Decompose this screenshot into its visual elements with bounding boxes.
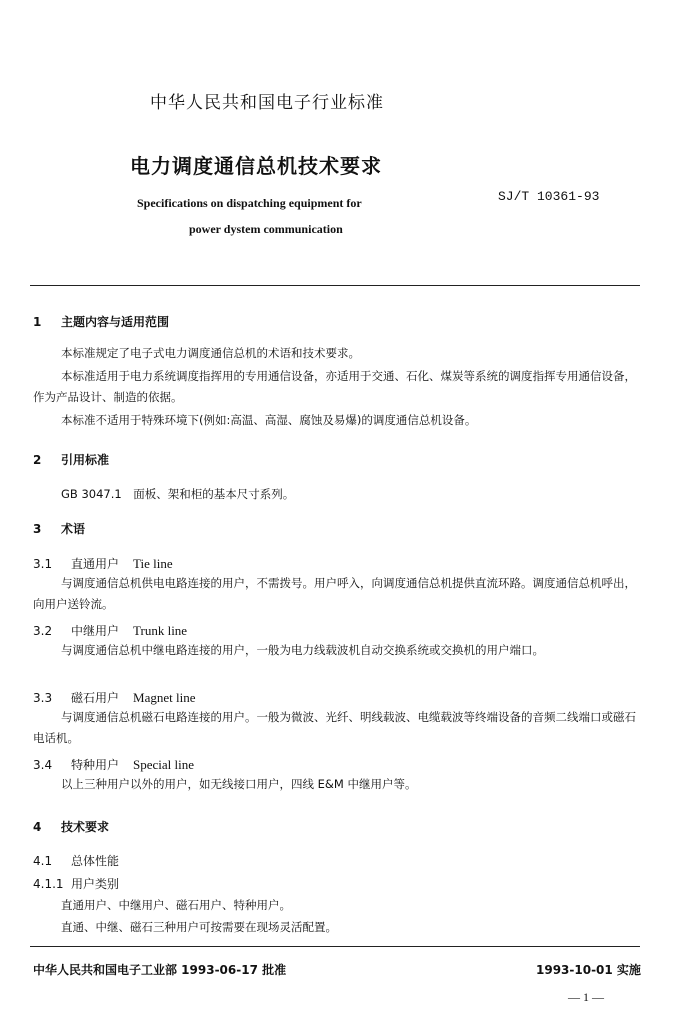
term-en: Special line: [133, 757, 195, 772]
section-1-paragraph-1: 本标准规定了电子式电力调度通信总机的术语和技术要求。: [61, 346, 360, 360]
section-2-heading: [33, 451, 109, 468]
term-3-4-definition: 以上三种用户以外的用户，如无线接口用户，四线 E&M 中继用户等。: [61, 777, 417, 791]
section-1-heading: [33, 313, 169, 330]
section-number: 1: [33, 315, 42, 329]
section-number: 4: [33, 820, 42, 834]
section-1-paragraph-2: 本标准适用于电力系统调度指挥用的专用通信设备，亦适用于交通、石化、煤炭等系统的调度指挥专用通信设备，作为产品设计、制造的依据。: [33, 369, 636, 404]
term-3-4-heading: [33, 756, 194, 773]
section-3-heading: [33, 520, 85, 537]
section-title: 引用标准: [61, 453, 110, 467]
section-1-paragraph-3: 本标准不适用于特殊环境下(例如:高温、高湿、腐蚀及易爆)的调度通信总机设备。: [61, 413, 477, 427]
footer-divider: [30, 946, 640, 947]
section-number: 2: [33, 453, 42, 467]
term-3-3-heading: [33, 689, 195, 706]
page-number: — 1 —: [568, 990, 604, 1004]
user-category-list: 直通用户、中继用户、磁石用户、特种用户。: [61, 898, 291, 912]
section-number: 3: [33, 522, 42, 536]
document-title-cn: 电力调度通信总机技术要求: [130, 154, 382, 178]
section-title: 术语: [61, 522, 86, 536]
header-divider: [30, 285, 640, 286]
subsection-title: 用户类别: [71, 877, 120, 891]
term-3-2-definition: 与调度通信总机中继电路连接的用户，一般为电力线载波机自动交换系统或交换机的用户端口。: [61, 643, 544, 657]
section-title: 主题内容与适用范围: [61, 315, 170, 329]
term-cn: 中继用户: [71, 624, 120, 638]
term-number: 3.4: [33, 758, 53, 772]
term-number: 3.2: [33, 624, 53, 638]
document-title-en-line1: Specifications on dispatching equipment for: [137, 196, 362, 210]
subsection-4-1-1-heading: [33, 875, 119, 892]
term-cn: 磁石用户: [71, 691, 120, 705]
subsection-title: 总体性能: [71, 854, 120, 868]
term-cn: 直通用户: [71, 557, 120, 571]
term-en: Tie line: [133, 556, 173, 571]
subsection-number: 4.1: [33, 854, 53, 868]
term-3-2-heading: [33, 622, 187, 639]
section-4-heading: [33, 818, 109, 835]
term-3-1-definition: 与调度通信总机供电电路连接的用户，不需拨号。用户呼入，向调度通信总机提供直流环路。调度通信总机呼出，向用户送铃流。: [33, 576, 636, 611]
term-3-1-heading: [33, 555, 173, 572]
standard-number: SJ/T 10361-93: [498, 189, 600, 204]
term-number: 3.3: [33, 691, 53, 705]
reference-standard-item: GB 3047.1 面板、架和柜的基本尺寸系列。: [61, 487, 295, 501]
issuing-organization: 中华人民共和国电子行业标准: [150, 93, 384, 113]
term-3-3-definition: 与调度通信总机磁石电路连接的用户。一般为微波、光纤、明线载波、电缆载波等终端设备的音频二线端口或磁石电话机。: [33, 710, 636, 745]
approval-statement: 中华人民共和国电子工业部 1993-06-17 批准: [33, 963, 287, 977]
term-en: Trunk line: [133, 623, 188, 638]
term-number: 3.1: [33, 557, 53, 571]
term-en: Magnet line: [133, 690, 196, 705]
effective-date: 1993-10-01 实施: [536, 963, 641, 977]
term-cn: 特种用户: [71, 758, 120, 772]
subsection-4-1-heading: [33, 852, 119, 869]
section-title: 技术要求: [61, 820, 110, 834]
user-category-config-note: 直通、中继、磁石三种用户可按需要在现场灵活配置。: [61, 920, 337, 934]
subsection-number: 4.1.1: [33, 877, 64, 891]
document-title-en-line2: power dystem communication: [189, 222, 343, 236]
